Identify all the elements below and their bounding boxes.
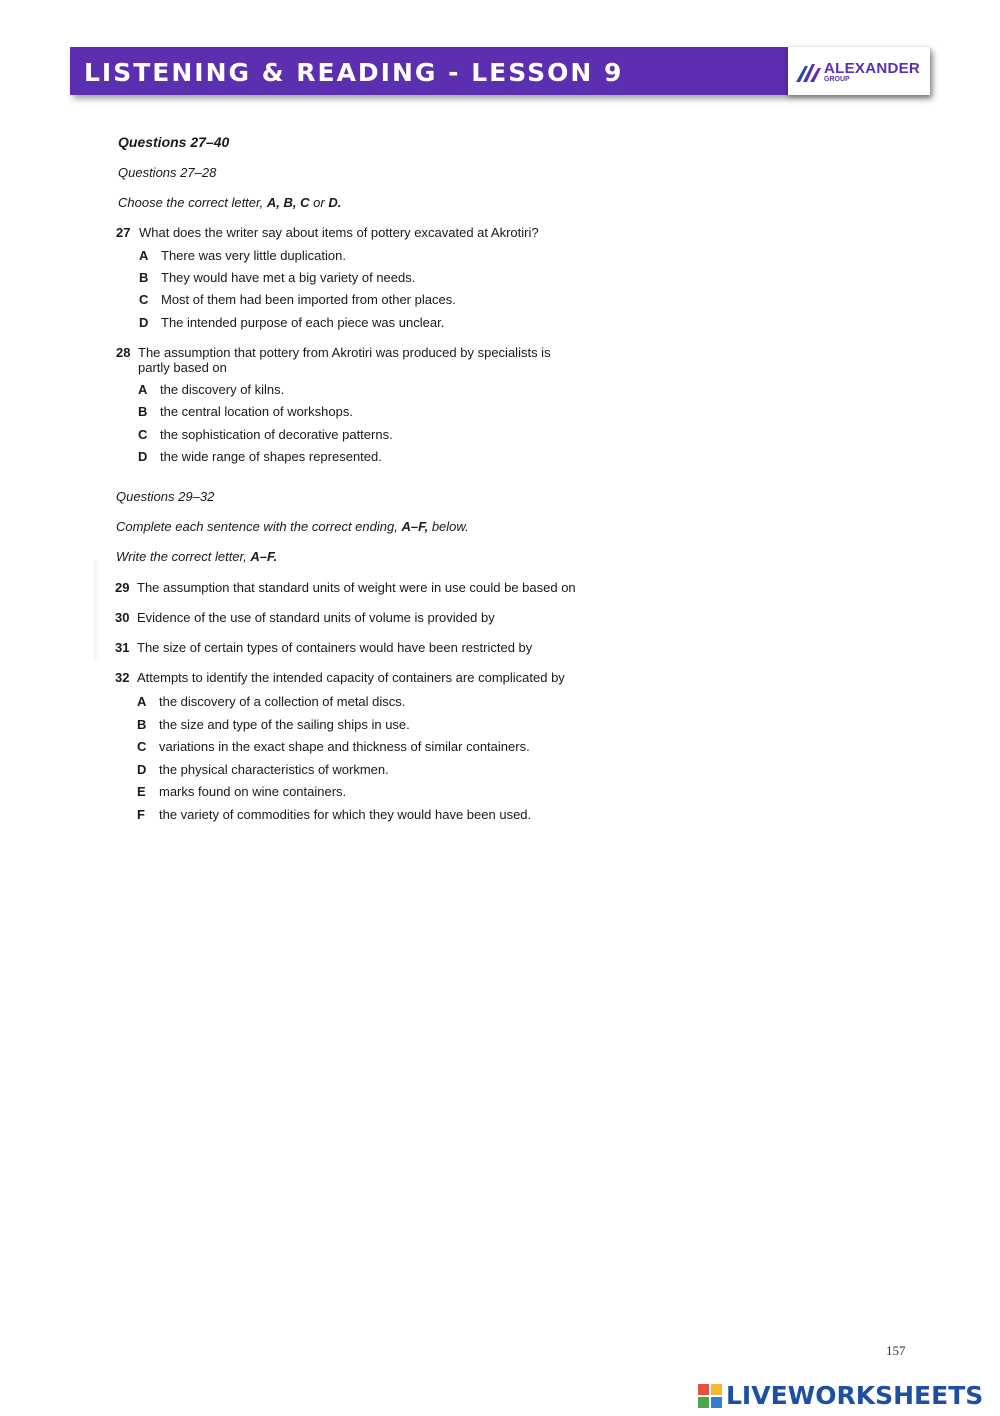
statement-32-text: Attempts to identify the intended capacity of containers are complicated by: [137, 670, 565, 685]
instruction-or: or: [313, 195, 325, 210]
ending-c-text: variations in the exact shape and thickness of similar containers.: [159, 739, 530, 754]
question-27-text: What does the writer say about items of pottery excavated at Akrotiri?: [139, 225, 539, 240]
alexander-logo-icon: [796, 62, 822, 82]
ending-d-letter: D: [137, 762, 147, 777]
instruction-suffix: below.: [431, 519, 469, 534]
statement-31-number: 31: [115, 640, 130, 655]
statement-29-number: 29: [115, 580, 130, 595]
instruction-last-letter: D.: [328, 195, 342, 210]
logo-subtext: GROUP: [824, 76, 850, 83]
question-28-text-line2: partly based on: [138, 360, 227, 375]
lesson-title: LISTENING & READING - LESSON 9: [84, 58, 624, 87]
alexander-logo: [788, 47, 930, 95]
statement-30-number: 30: [115, 610, 130, 625]
ending-a-letter: A: [137, 694, 147, 709]
ending-b-letter: B: [137, 717, 147, 732]
instruction-text: Write the correct letter,: [116, 549, 247, 564]
q28-option-b-text: the central location of workshops.: [160, 404, 353, 419]
page-number: 157: [886, 1343, 906, 1358]
q27-option-c-letter: C: [139, 292, 149, 307]
ending-f-letter: F: [137, 807, 145, 822]
statement-31-text: The size of certain types of containers would have been restricted by: [137, 640, 533, 655]
question-28-number: 28: [116, 345, 131, 360]
q27-option-d-text: The intended purpose of each piece was unclear.: [161, 315, 445, 330]
ending-e-letter: E: [137, 784, 146, 799]
q27-option-a-text: There was very little duplication.: [161, 248, 346, 263]
part2-title: Questions 29–32: [116, 489, 215, 504]
q27-option-b-text: They would have met a big variety of needs.: [161, 270, 416, 285]
ending-b-text: the size and type of the sailing ships in use.: [159, 717, 410, 732]
lesson-header: [70, 47, 930, 95]
instruction-letters: A, B, C: [266, 195, 310, 210]
q27-option-d-letter: D: [139, 315, 149, 330]
q28-option-c-text: the sophistication of decorative patterns.: [160, 427, 393, 442]
instruction-letters: A–F.: [250, 549, 278, 564]
q28-option-d-letter: D: [138, 449, 148, 464]
scan-edge-shading: [94, 560, 100, 660]
part2-instruction-2: [116, 549, 277, 564]
liveworksheets-badge-icon: [698, 1384, 722, 1408]
q28-option-d-text: the wide range of shapes represented.: [160, 449, 382, 464]
q28-option-a-letter: A: [138, 382, 148, 397]
q28-option-a-text: the discovery of kilns.: [160, 382, 285, 397]
part1-instruction: [118, 195, 341, 210]
q28-option-c-letter: C: [138, 427, 148, 442]
question-28-text-line1: The assumption that pottery from Akrotiri was produced by specialists is: [138, 345, 551, 360]
instruction-text: Complete each sentence with the correct ending,: [116, 519, 398, 534]
part2-instruction-1: [116, 519, 469, 534]
statement-32-number: 32: [115, 670, 130, 685]
ending-f-text: the variety of commodities for which they would have been used.: [159, 807, 532, 822]
q27-option-b-letter: B: [139, 270, 149, 285]
ending-d-text: the physical characteristics of workmen.: [159, 762, 389, 777]
statement-30-text: Evidence of the use of standard units of volume is provided by: [137, 610, 495, 625]
logo-text: ALEXANDER: [824, 60, 921, 77]
q27-option-a-letter: A: [139, 248, 149, 263]
liveworksheets-text: LIVEWORKSHEETS: [726, 1381, 984, 1410]
instruction-letters: A–F,: [401, 519, 429, 534]
liveworksheets-logo: [698, 1381, 994, 1411]
instruction-text: Choose the correct letter,: [118, 195, 264, 210]
q28-option-b-letter: B: [138, 404, 148, 419]
statement-29-text: The assumption that standard units of weight were in use could be based on: [137, 580, 576, 595]
ending-a-text: the discovery of a collection of metal discs.: [159, 694, 406, 709]
question-27-number: 27: [116, 225, 131, 240]
ending-e-text: marks found on wine containers.: [159, 784, 347, 799]
ending-c-letter: C: [137, 739, 147, 754]
part1-title: Questions 27–28: [118, 165, 217, 180]
q27-option-c-text: Most of them had been imported from other places.: [161, 292, 456, 307]
section-title: Questions 27–40: [118, 134, 230, 150]
